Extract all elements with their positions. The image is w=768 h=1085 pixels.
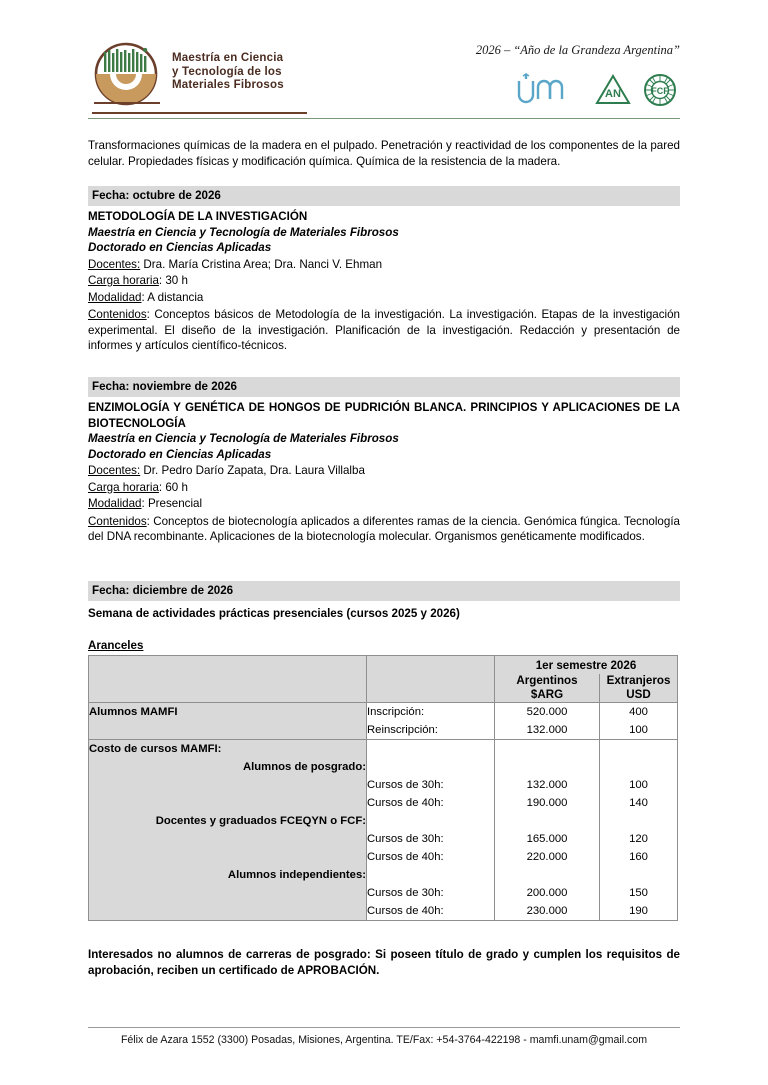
section-diciembre (88, 581, 680, 622)
table-row (89, 776, 678, 794)
item-inscripcion: Inscripción: (367, 703, 495, 722)
fees-table (88, 655, 678, 921)
carga-horaria-value: : 60 h (158, 480, 188, 494)
course-title-octubre: METODOLOGÍA DE LA INVESTIGACIÓN (88, 210, 308, 223)
footer-divider (88, 1027, 680, 1028)
item-independientes-40h: Cursos de 40h: (367, 902, 495, 921)
value-posgrado-40h-usd: 140 (600, 794, 678, 812)
fees-table-wrap (88, 655, 677, 921)
item-reinscripcion: Reinscripción: (367, 721, 495, 740)
year-motto: 2026 – “Año de la Grandeza Argentina” (475, 43, 680, 57)
table-row (89, 830, 678, 848)
header-col-argentinos (495, 674, 600, 703)
contenidos-noviembre (88, 514, 680, 545)
item-posgrado-30h: Cursos de 30h: (367, 776, 495, 794)
mamfi-logo-icon (90, 40, 166, 108)
value-independientes-40h-arg: 230.000 (495, 902, 600, 921)
carga-horaria-octubre (88, 273, 680, 289)
docentes-label: Docentes: (88, 257, 141, 271)
value-docentes-30h-usd: 120 (600, 830, 678, 848)
group-label-costo-cursos: Costo de cursos MAMFI: (89, 740, 367, 759)
document-header (88, 34, 680, 120)
table-row (89, 740, 678, 759)
program-maestria-noviembre: Maestría en Ciencia y Tecnología de Materiales Fibrosos (88, 432, 399, 445)
contenidos-value: : Conceptos básicos de Metodología de la investigación. La investigación. Etapas de la investigación experimental. El diseño de la investigación. Planificación de la investigación. Redacción y presentación de informes y artículos científico-técnicos. (88, 308, 680, 352)
table-header-row-semester (89, 656, 678, 675)
spacer-arg (495, 866, 600, 884)
spacer-item (367, 866, 495, 884)
spacer-arg (495, 740, 600, 759)
table-row (89, 703, 678, 722)
header-blank-label (89, 656, 367, 703)
contenidos-label: Contenidos (88, 514, 147, 528)
group-label-alumnos-independientes: Alumnos independientes: (89, 866, 367, 884)
modalidad-label: Modalidad (88, 290, 142, 304)
value-docentes-40h-arg: 220.000 (495, 848, 600, 866)
header-col-extranjeros (600, 674, 678, 703)
docentes-label: Docentes: (88, 464, 141, 477)
spacer-label (89, 794, 367, 812)
spacer-label (89, 902, 367, 921)
value-docentes-40h-usd: 160 (600, 848, 678, 866)
docentes-noviembre (88, 463, 680, 479)
header-semester: 1er semestre 2026 (495, 656, 678, 675)
spacer-item (367, 812, 495, 830)
carga-horaria-label: Carga horaria (88, 480, 159, 494)
modalidad-value: : Presencial (141, 497, 203, 510)
intro-paragraph: Transformaciones químicas de la madera en el pulpado. Penetración y reactividad de los componentes de la pared celular. Propiedades físicas y modificación química. Química de la resistencia de la madera. (88, 139, 680, 168)
value-docentes-30h-arg: 165.000 (495, 830, 600, 848)
contenidos-label: Contenidos (88, 308, 147, 321)
contenidos-value: : Conceptos de biotecnología aplicados a diferentes ramas de la ciencia. Genómica fúngica. Tecnología del DNA recombinante. Aplicaciones de la biotecnología molecular. Organismos genéticamente modificados. (88, 514, 680, 543)
spacer-usd (600, 812, 678, 830)
section-noviembre (88, 377, 680, 545)
section-octubre (88, 186, 680, 354)
mamfi-logo-block (88, 40, 318, 110)
value-independientes-30h-usd: 150 (600, 884, 678, 902)
carga-horaria-label: Carga horaria (88, 274, 159, 287)
item-independientes-30h: Cursos de 30h: (367, 884, 495, 902)
unam-logo-icon (514, 73, 584, 112)
spacer-label (89, 776, 367, 794)
program-maestria-octubre: Maestría en Ciencia y Tecnología de Materiales Fibrosos (88, 225, 399, 239)
header-blank-item (367, 656, 495, 703)
fecha-bar-noviembre: Fecha: noviembre de 2026 (88, 377, 680, 397)
header-divider (88, 118, 680, 119)
docentes-value: Dr. Pedro Darío Zapata, Dra. Laura Villalba (140, 464, 365, 477)
spacer-label (89, 830, 367, 848)
contenidos-octubre (88, 307, 680, 354)
docentes-value: Dra. María Cristina Area; Dra. Nanci V. Ehman (140, 257, 383, 271)
mamfi-logo-line2: y Tecnología de los (172, 65, 282, 78)
table-row (89, 848, 678, 866)
value-independientes-30h-arg: 200.000 (495, 884, 600, 902)
institution-logos (514, 72, 678, 112)
fceqyn-logo-icon (594, 73, 632, 112)
modalidad-octubre (88, 290, 680, 306)
value-inscripcion-usd: 400 (600, 703, 678, 722)
spacer-item (367, 758, 495, 776)
item-posgrado-40h: Cursos de 40h: (367, 794, 495, 812)
aranceles-heading: Aranceles (88, 639, 144, 652)
table-row (89, 902, 678, 921)
table-row (89, 884, 678, 902)
diciembre-note: Semana de actividades prácticas presenciales (cursos 2025 y 2026) (88, 607, 460, 620)
spacer-arg (495, 812, 600, 830)
spacer-label (89, 848, 367, 866)
mamfi-logo-line1: Maestría en Ciencia (172, 52, 284, 64)
spacer-arg (495, 758, 600, 776)
fcf-logo-icon (642, 73, 678, 112)
header-col-extranjeros-line1: Extranjeros (606, 674, 671, 687)
value-reinscripcion-usd: 100 (600, 721, 678, 740)
value-posgrado-30h-usd: 100 (600, 776, 678, 794)
value-inscripcion-arg: 520.000 (495, 703, 600, 722)
header-col-extranjeros-line2: USD (626, 688, 651, 701)
fecha-bar-octubre: Fecha: octubre de 2026 (88, 186, 680, 206)
svg-text:FCF: FCF (651, 86, 669, 96)
table-row (89, 866, 678, 884)
program-doctorado-noviembre: Doctorado en Ciencias Aplicadas (88, 447, 272, 461)
logo-underline-rule (92, 112, 307, 114)
closing-note: Interesados no alumnos de carreras de posgrado: Si poseen título de grado y cumplen los requisitos de aprobación, reciben un certificado de APROBACIÓN. (88, 948, 680, 977)
mamfi-logo-line3: Materiales Fibrosos (172, 79, 284, 91)
item-docentes-30h: Cursos de 30h: (367, 830, 495, 848)
modalidad-label: Modalidad (88, 497, 142, 510)
svg-text:AN: AN (605, 88, 621, 100)
header-col-argentinos-line1: Argentinos (516, 674, 578, 687)
spacer-item (367, 740, 495, 759)
spacer-usd (600, 758, 678, 776)
value-reinscripcion-arg: 132.000 (495, 721, 600, 740)
value-posgrado-30h-arg: 132.000 (495, 776, 600, 794)
program-doctorado-octubre: Doctorado en Ciencias Aplicadas (88, 241, 272, 254)
carga-horaria-value: : 30 h (158, 274, 188, 287)
header-col-argentinos-line2: $ARG (530, 688, 564, 701)
footer-contact: Félix de Azara 1552 (3300) Posadas, Misiones, Argentina. TE/Fax: +54-3764-422198 - mamfi.unam@gmail.com (120, 1034, 648, 1046)
modalidad-value: : A distancia (141, 290, 204, 304)
value-posgrado-40h-arg: 190.000 (495, 794, 600, 812)
mamfi-logo-text (172, 52, 284, 93)
value-independientes-40h-usd: 190 (600, 902, 678, 921)
fecha-bar-diciembre: Fecha: diciembre de 2026 (88, 581, 680, 601)
group-label-docentes-graduados: Docentes y graduados FCEQYN o FCF: (89, 812, 367, 830)
table-row (89, 758, 678, 776)
carga-horaria-noviembre (88, 480, 680, 496)
group-label-alumnos-mamfi: Alumnos MAMFI (89, 703, 367, 740)
table-row (89, 794, 678, 812)
course-title-noviembre: ENZIMOLOGÍA Y GENÉTICA DE HONGOS DE PUDRICIÓN BLANCA. PRINCIPIOS Y APLICACIONES DE LA BIOTECNOLOGÍA (88, 401, 680, 430)
spacer-label (89, 884, 367, 902)
spacer-usd (600, 740, 678, 759)
group-sublabel-alumnos-posgrado: Alumnos de posgrado: (89, 758, 367, 776)
item-docentes-40h: Cursos de 40h: (367, 848, 495, 866)
table-row (89, 812, 678, 830)
spacer-usd (600, 866, 678, 884)
docentes-octubre (88, 257, 680, 273)
modalidad-noviembre (88, 496, 680, 512)
